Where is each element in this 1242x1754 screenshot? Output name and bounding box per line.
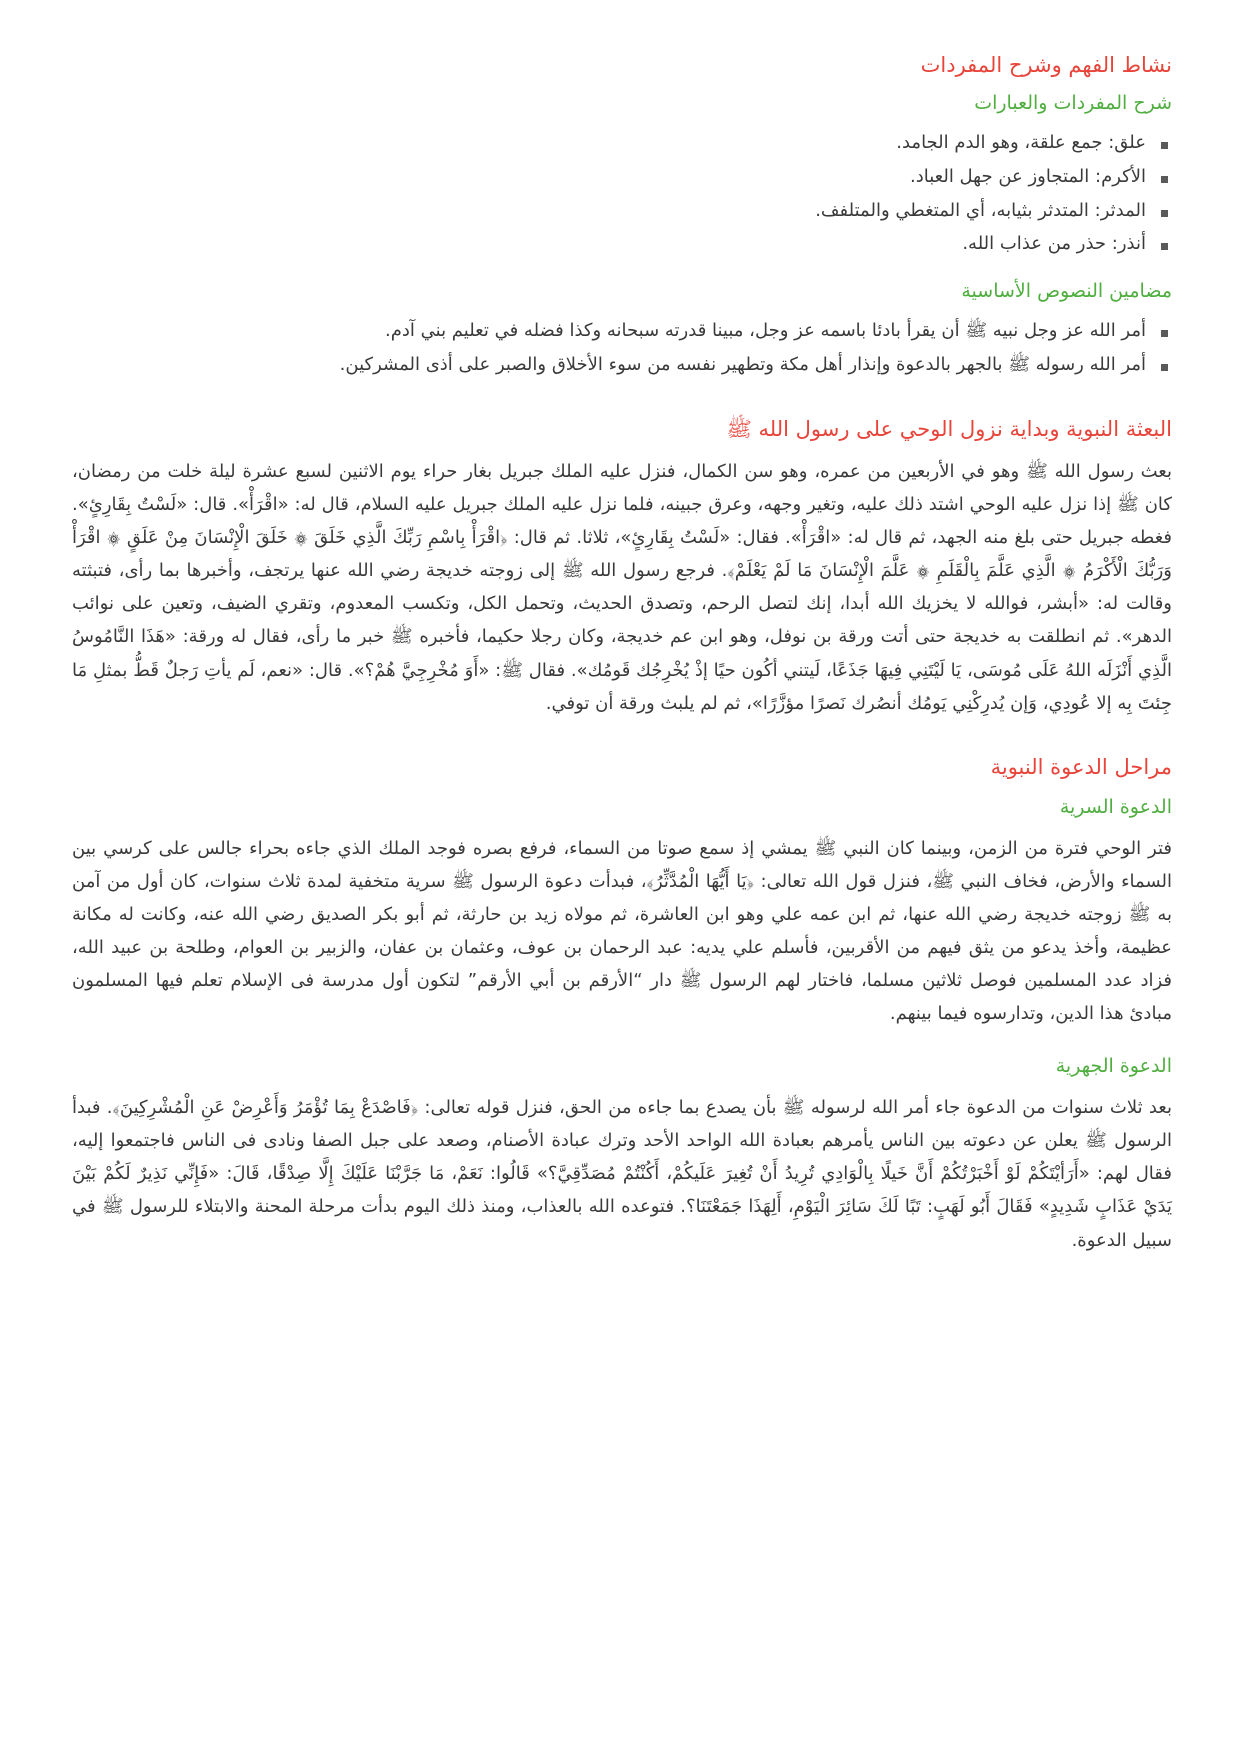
vocab-list [72,126,1172,261]
themes-subtitle: مضامين النصوص الأساسية [961,280,1172,303]
page-content [72,52,1172,1257]
vocab-subtitle: شرح المفردات والعبارات [974,92,1172,115]
public-call-paragraph: بعد ثلاث سنوات من الدعوة جاء أمر الله لرسوله ﷺ بأن يصدع بما جاءه من الحق، فنزل قوله تعالى: ﴿فَاصْدَعْ بِمَا تُؤْمَرُ وَأَعْرِضْ عَنِ الْمُشْرِكِينَ﴾. فبدأ الرسول ﷺ يعلن عن دعوته بين الناس يأمرهم بعبادة الله الواحد الأحد وترك عبادة الأصنام، وصعد على جبل الصفا ونادى فى الناس فاجتمعوا إليه، فقال لهم: «أَرَأيْتَكُمْ لَوْ أَخْبَرْتُكُمْ أَنَّ خَيلًا بِالْوَادِي تُرِيدُ أَنْ تُغِيرَ عَلَيكُمْ، أَكُنْتُمْ مُصَدِّقِيَّ؟» قَالُوا: نَعَمْ، مَا جَرَّبْنَا عَلَيْكَ إِلَّا صِدْقًا، قَالَ: «فَإِنِّي نَذِيرٌ لَكُمْ بَيْنَ يَدَيْ عَذَابٍ شَدِيدٍ» فَقَالَ أَبُو لَهَبٍ: تَبًا لَكَ سَائِرَ الْيَوْمِ، أَلِهَذَا جَمَعْتَنَا؟. فتوعده الله بالعذاب، ومنذ ذلك اليوم بدأت مرحلة المحنة والابتلاء للرسول ﷺ في سبيل الدعوة. [72,1097,1172,1251]
vocab-item: الأكرم: المتجاوز عن جهل العباد. [72,160,1172,194]
section-title-comprehension: نشاط الفهم وشرح المفردات [920,53,1172,77]
vocab-item: المدثر: المتدثر بثيابه، أي المتغطي والمتلفف. [72,194,1172,228]
public-call-subtitle: الدعوة الجهرية [1055,1055,1172,1078]
section-title-revelation: البعثة النبوية وبداية نزول الوحي على رسول الله ﷺ [726,416,1172,441]
vocab-item: علق: جمع علقة، وهو الدم الجامد. [72,126,1172,160]
themes-list [72,314,1172,382]
secret-call-subtitle: الدعوة السرية [1059,796,1172,819]
theme-item: أمر الله عز وجل نبيه ﷺ أن يقرأ بادئا باسمه عز وجل، مبينا قدرته سبحانه وكذا فضله في تعليم بني آدم. [72,314,1172,348]
secret-call-paragraph: فتر الوحي فترة من الزمن، وبينما كان النبي ﷺ يمشي إذ سمع صوتا من السماء، فرفع بصره فوجد الملك الذي جاءه بحراء جالس على كرسي بين السماء والأرض، فخاف النبي ﷺ، فنزل قول الله تعالى: ﴿يَا أَيُّهَا الْمُدَّثِّرُ﴾، فبدأت دعوة الرسول ﷺ سرية متخفية لمدة ثلاث سنوات، كان أول من آمن به ﷺ زوجته خديجة رضي الله عنها، ثم ابن عمه علي وهو ابن العاشرة، ثم مولاه زيد بن حارثة، ثم أبو بكر الصديق رضي الله عنه، وكانت له مكانة عظيمة، وأخذ يدعو من يثق فيهم من الأقربين، فأسلم علي يديه: عبد الرحمان بن عوف، وعثمان بن عفان، والزبير بن العوام، وطلحة بن عبيد الله، فزاد عدد المسلمين فوصل ثلاثين مسلما، فاختار لهم الرسول ﷺ دار “الأرقم بن أبي الأرقم” لتكون أول مدرسة فى الإسلام تعلم فيها المسلمون مبادئ هذا الدين، وتدارسوه فيما بينهم. [72,837,1172,1025]
section-title-stages: مراحل الدعوة النبوية [990,754,1172,779]
vocab-item: أنذر: حذر من عذاب الله. [72,227,1172,261]
revelation-paragraph: بعث رسول الله ﷺ وهو في الأربعين من عمره، وهو سن الكمال، فنزل عليه الملك جبريل بغار حراء يوم الاثنين لسبع عشرة ليلة خلت من رمضان، كان ﷺ إذا نزل عليه الوحي اشتد ذلك عليه، وتغير وجهه، وعرق جبينه، فلما نزل عليه الملك جبريل عليه السلام، قال له: «اقْرَأْ». قال: «لَسْتُ بِقَارِئٍ». فغطه جبريل حتى بلغ منه الجهد، ثم قال له: «اقْرَأْ». فقال: «لَسْتُ بِقَارِئٍ»، ثلاثا. ثم قال: ﴿اقْرَأْ بِاسْمِ رَبِّكَ الَّذِي خَلَقَ ۞ خَلَقَ الْإِنْسَانَ مِنْ عَلَقٍ ۞ اقْرَأْ وَرَبُّكَ الْأَكْرَمُ ۞ الَّذِي عَلَّمَ بِالْقَلَمِ ۞ عَلَّمَ الْإِنْسَانَ مَا لَمْ يَعْلَمْ﴾. فرجع رسول الله ﷺ إلى زوجته خديجة رضي الله عنها يرتجف، وأخبرها بما رأى، فتبثته وقالت له: «أبشر، فوالله لا يخزيك الله أبدا، إنك لتصل الرحم، وتصدق الحديث، وتحمل الكل، وتكسب المعدوم، وتقري الضيف، وتعين على نوائب الدهر». ثم انطلقت به خديجة حتى أتت ورقة بن نوفل، وهو ابن عم خديجة، وكان رجلا حكيما، فأخبره ﷺ خبر ما رأى، فقال له ورقة: «هَذَا النَّامُوسُ الَّذِي أَنْزَلَه اللهُ عَلَى مُوسَى، يَا لَيْتَنِي فِيهَا جَذَعًا، لَيتني أكُون حيًا إذْ يُخْرِجُك قَومُك». فقال ﷺ: «أَوَ مُخْرِجِيَّ هُمْ؟». قال: «نعم، لَم يأتِ رَجلٌ قَطُّ بمثلِ مَا جِئتَ بِه إلا عُودِي، وَإن يُدرِكْنِي يَومُك أنصُرك نَصرًا مؤزَّرًا»، ثم لم يلبث ورقة أن توفي. [72,460,1172,714]
theme-item: أمر الله رسوله ﷺ بالجهر بالدعوة وإنذار أهل مكة وتطهير نفسه من سوء الأخلاق والصبر على أذى المشركين. [72,348,1172,382]
